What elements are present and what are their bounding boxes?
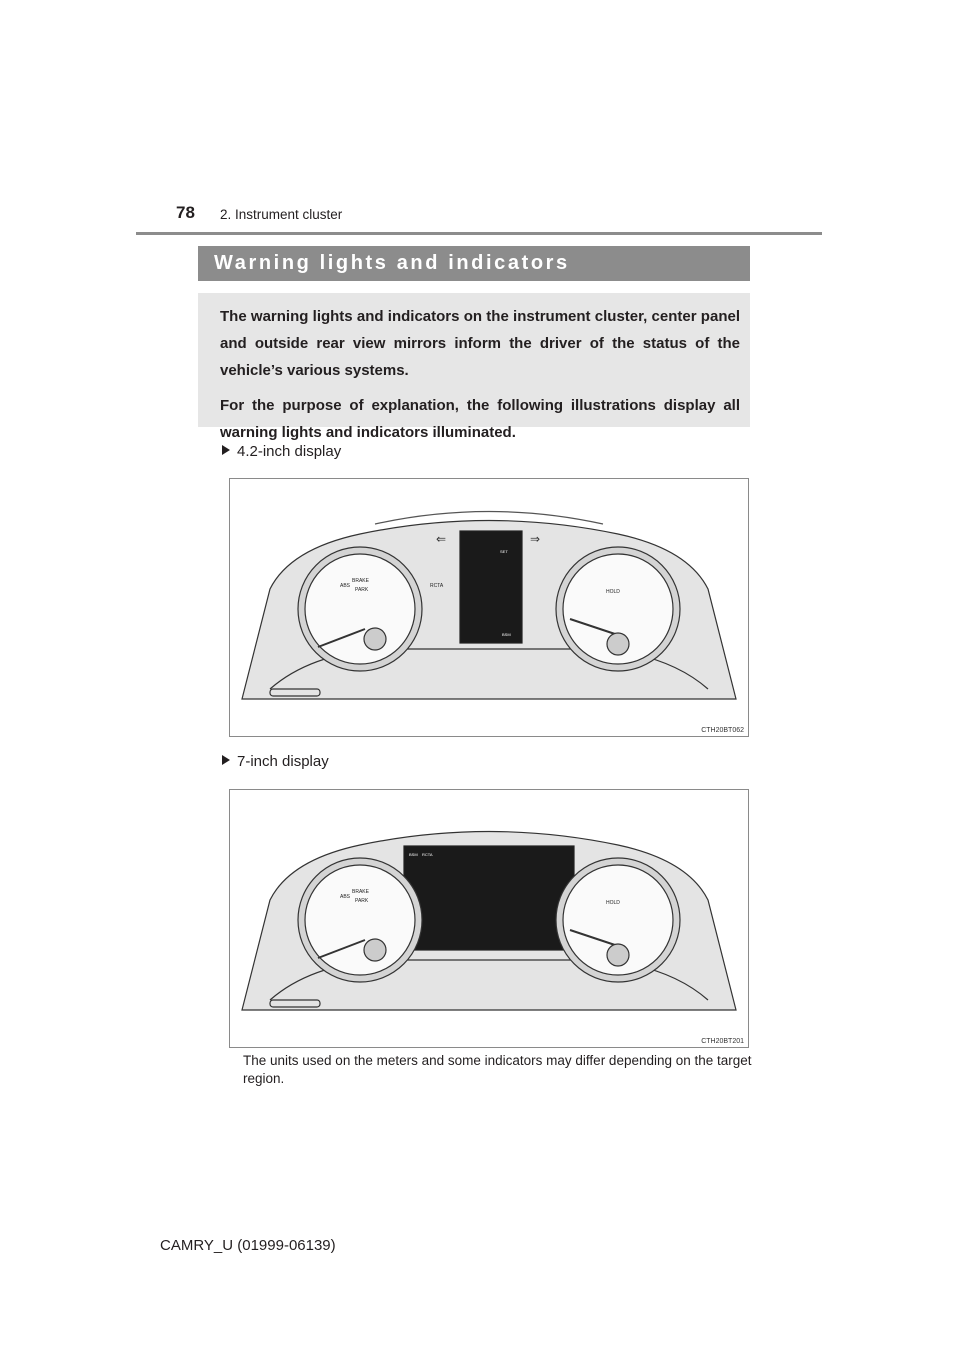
figure-1-caption-text: 4.2-inch display — [237, 443, 342, 460]
figure-1-cluster-illustration — [229, 478, 749, 737]
abs-label: ABS — [340, 894, 351, 900]
brake-label: BRAKE — [352, 889, 369, 895]
section-banner: Warning lights and indicators — [198, 246, 750, 281]
units-note: The units used on the meters and some indicators may differ depending on the target region. — [243, 1053, 752, 1086]
left-turn-arrow-icon: ⇐ — [436, 532, 447, 546]
hold-label: HOLD — [606, 900, 620, 906]
figure-2-cluster-illustration — [229, 789, 749, 1048]
intro-paragraph-1: The warning lights and indicators on the instrument cluster, center panel and outside rear view mirrors inform the driver of the status of the vehicle’s various systems. — [220, 308, 740, 379]
header-divider — [136, 232, 822, 235]
rcta-label: RCTA — [422, 852, 433, 857]
triangle-bullet-icon — [222, 445, 230, 455]
figure-2-code: CTH20BT201 — [701, 1038, 744, 1045]
park-label: PARK — [355, 587, 369, 593]
rcta-label: RCTA — [430, 583, 444, 589]
bsm-label: BSM — [502, 632, 511, 637]
figure-2-caption — [222, 753, 329, 770]
set-label: SET — [500, 549, 508, 554]
figure-1-code: CTH20BT062 — [701, 727, 744, 734]
triangle-bullet-icon — [222, 755, 230, 765]
bsm-label: BSM — [409, 852, 418, 857]
figure-2-caption-text: 7-inch display — [237, 753, 329, 770]
section-title: 2. Instrument cluster — [220, 207, 343, 222]
abs-label: ABS — [340, 583, 351, 589]
park-label: PARK — [355, 898, 369, 904]
figure-1-caption — [222, 443, 341, 460]
hold-label: HOLD — [606, 589, 620, 595]
brake-label: BRAKE — [352, 578, 369, 584]
intro-box — [198, 293, 750, 441]
right-turn-arrow-icon: ⇒ — [530, 532, 541, 546]
document-id: CAMRY_U (01999-06139) — [160, 1237, 336, 1254]
page-number: 78 — [176, 203, 195, 222]
cluster-7-inch-svg — [230, 790, 748, 1047]
intro-paragraph-2: For the purpose of explanation, the following illustrations display all warning lights and indicators illuminated. — [220, 397, 740, 441]
cluster-42-inch-svg — [230, 479, 748, 736]
